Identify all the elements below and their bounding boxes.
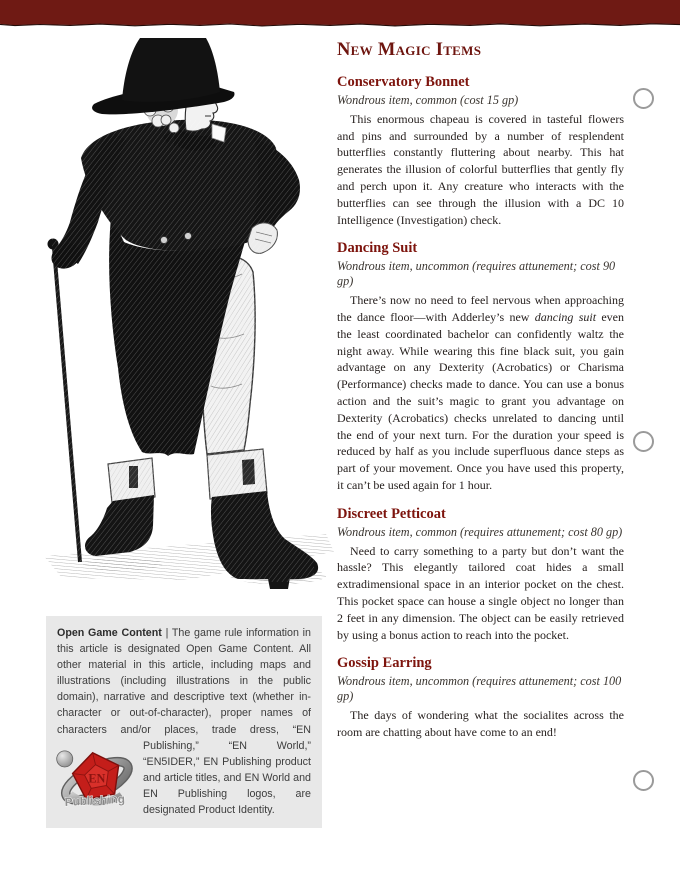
- item-description: There’s now no need to feel nervous when approaching the dance floor—with Adderley’s new dancing suit even the least coordinated bachelor can confidently waltz the night away. While wearing this fine black suit, you gain advantage on any Dexterity (Acrobatics) or Charisma (Performance) checks made to dance. You can use a bonus action and the suit’s magic to grant you advantage on Dexterity (Acrobatics) checks unrelated to dancing until the end of your next turn. For the duration your speed is reduced by half as you include superfluous dance steps as part of your movement. Once you have used this property, it can’t be used again for 1 hour.: [337, 293, 625, 492]
- victorian-gentleman-illustration: [28, 36, 338, 614]
- item-name: Conservatory Bonnet: [337, 74, 470, 90]
- item-type-line: Wondrous item, uncommon (requires attunement; cost 90 gp): [337, 259, 616, 289]
- item-type-line: Wondrous item, common (cost 15 gp): [337, 93, 519, 107]
- open-game-content-box: [46, 616, 322, 828]
- logo-wordmark: Publishing: [64, 791, 126, 809]
- circle-marker: [633, 88, 654, 109]
- item-description: The days of wondering what the socialites across the room are chatting about have come to an end!: [337, 708, 624, 739]
- engraving-texture: [52, 120, 314, 582]
- ogl-paragraph: [57, 625, 311, 818]
- ogl-separator: |: [165, 627, 169, 639]
- logo-die-label: EN: [88, 771, 106, 786]
- item-name: Gossip Earring: [337, 655, 432, 672]
- magic-item-entry: [337, 240, 624, 493]
- en-publishing-logo: [54, 741, 136, 811]
- logo-ball: [57, 751, 73, 767]
- circle-marker: [633, 431, 654, 452]
- ogl-text-1: The game rule information in this article is designated Open Game Content. All other material in this article, including maps and illustrations (including illustrations in the public domain), narrative and descriptive text (whether in-character or out-of-character), proper names of characters and/or places, trade dress, “EN Publishing,” “EN World,”: [57, 627, 311, 752]
- magic-item-list: [337, 74, 624, 741]
- item-type-line: Wondrous item, common (requires attunement; cost 80 gp): [337, 524, 623, 539]
- magic-item-entry: [337, 655, 624, 740]
- circle-marker: [633, 770, 654, 791]
- torn-edge-decoration: [0, 22, 680, 29]
- ogl-text-2: “EN5IDER,” EN Publishing product and article titles, and EN World and EN Publishing logos, are designated Product Identity.: [143, 755, 311, 817]
- ogl-lead-in: Open Game Content: [57, 627, 162, 639]
- item-name: Discreet Petticoat: [337, 505, 446, 522]
- item-name: Dancing Suit: [337, 240, 418, 257]
- section-title: New Magic Items: [337, 40, 482, 60]
- page-top-banner: [0, 0, 680, 22]
- item-description: This enormous chapeau is covered in tasteful flowers and pins and surrounded by a number of resplendent butterflies constantly fluttering about nearby. This hat generates the illusion of colorful butterflies that gently fly and perch upon it. Any creature who interacts with the butterflies can see through the illusion with a DC 10 Intelligence (Investigation) check.: [337, 111, 624, 227]
- magic-item-entry: [337, 74, 624, 228]
- magic-items-column: [337, 40, 624, 753]
- magic-item-entry: [337, 506, 624, 644]
- item-type-line: Wondrous item, uncommon (requires attunement; cost 100 gp): [337, 674, 622, 704]
- item-description: Need to carry something to a party but don’t want the hassle? This elegantly tailored coat hides a small extradimensional space in an interior pocket on the chest. This pocket space can house a single object no longer than 2 feet in any dimension. The object can be easily retrieved by using a bonus action to reach into the pocket.: [337, 543, 624, 642]
